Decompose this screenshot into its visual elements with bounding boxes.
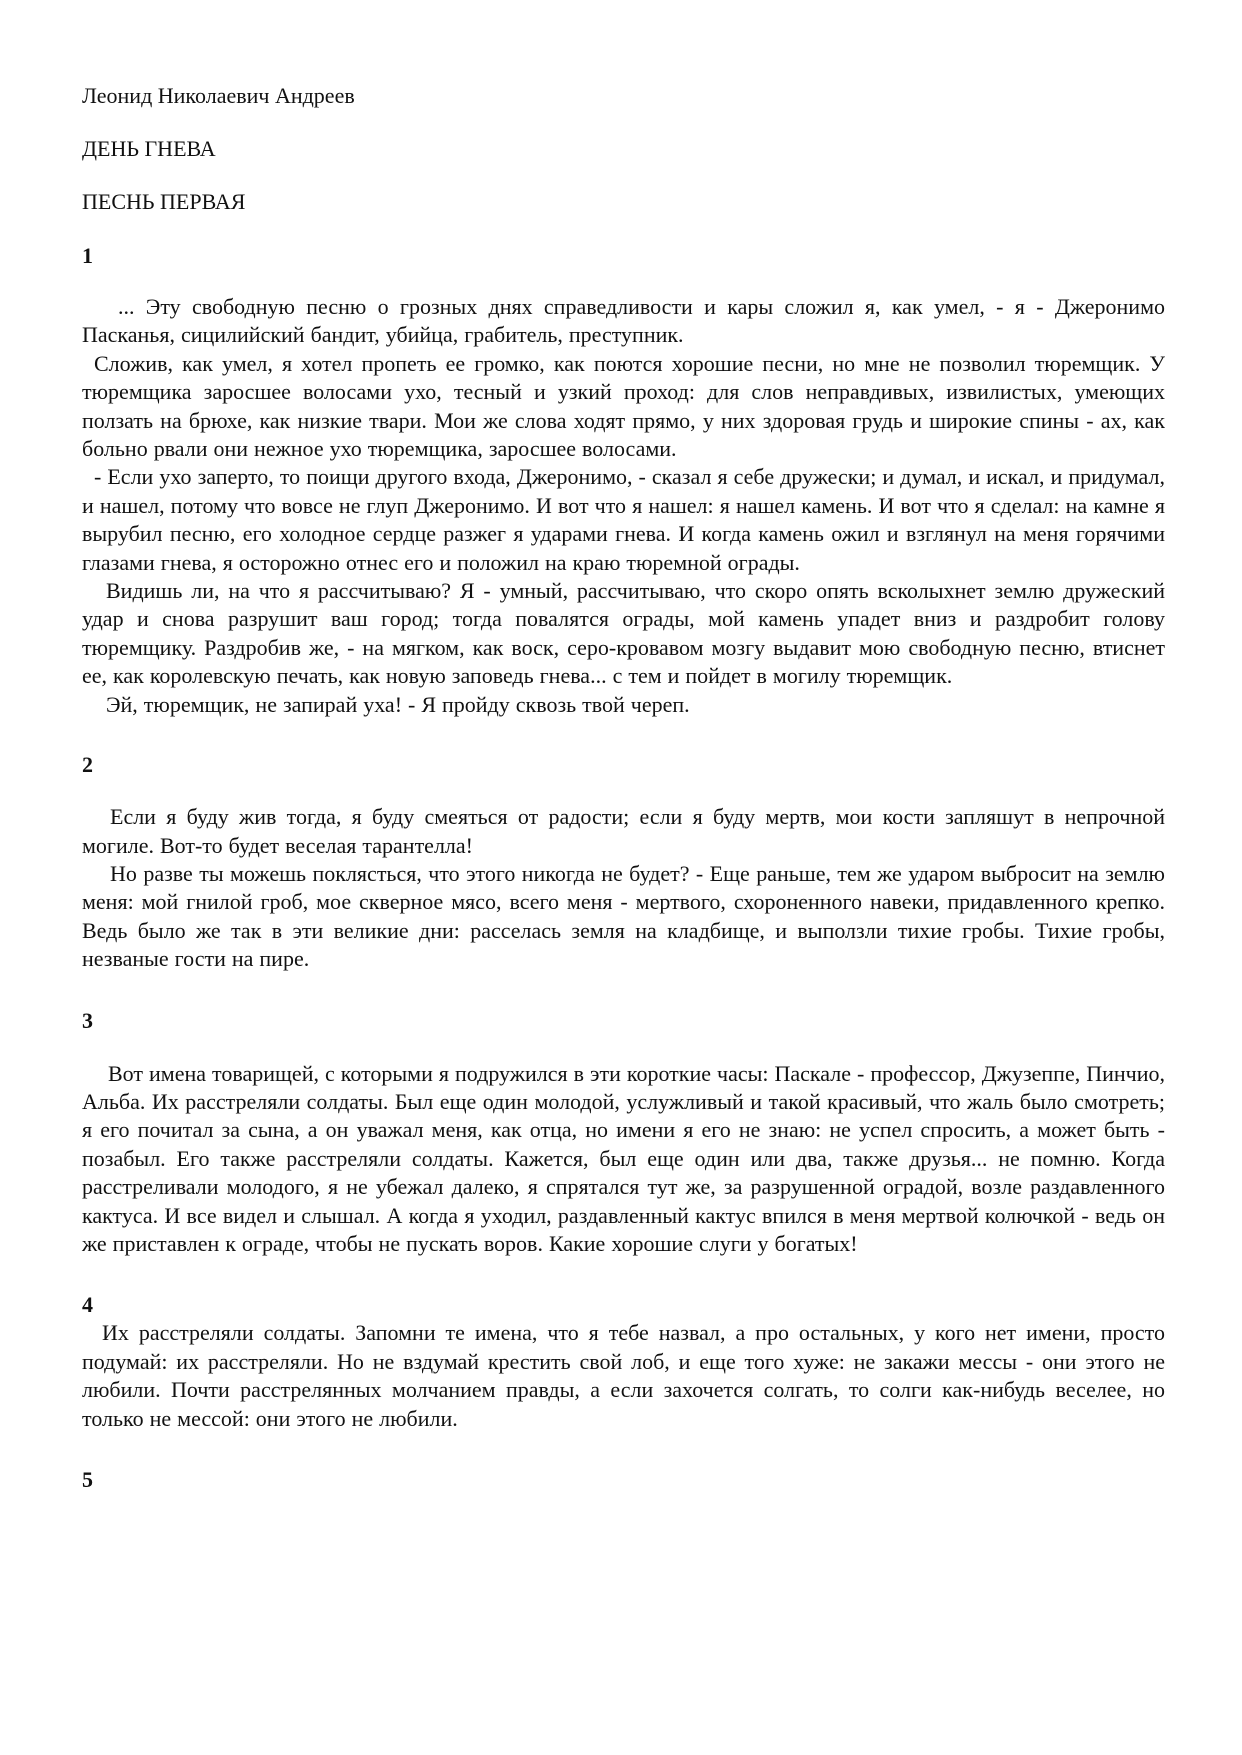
work-title: ДЕНЬ ГНЕВА — [82, 136, 216, 161]
paragraph: Но разве ты можешь поклясться, что этого никогда не будет? - Еще раньше, тем же ударом выбросит на землю меня: мой гнилой гроб, мое скверное мясо, всего меня - мертвого, схороненного навеки, придавленного крепко. Ведь было же так в эти великие дни: расселась земля на кладбище, и выползли тихие гробы. Тихие гробы, незваные гости на пире. — [82, 860, 1165, 972]
author-name: Леонид Николаевич Андреев — [82, 83, 355, 108]
section-number: 5 — [82, 1467, 93, 1492]
document-page — [82, 82, 1165, 1494]
paragraph: Эй, тюремщик, не запирай уха! - Я пройду сквозь твой череп. — [106, 691, 690, 717]
paragraph: Если я буду жив тогда, я буду смеяться от радости; если я буду мертв, мои кости запляшут в непрочной могиле. Вот-то будет веселая тарантелла! — [82, 804, 1165, 858]
part-title: ПЕСНЬ ПЕРВАЯ — [82, 189, 246, 214]
section-body — [82, 803, 1165, 973]
paragraph: Видишь ли, на что я рассчитываю? Я - умный, рассчитываю, что скоро опять всколыхнет землю дружеский удар и снова разрушит ваш город; тогда повалятся ограды, мой камень упадет вниз и раздробит голову тюремщику. Раздробив же, - на мягком, как воск, серо-кровавом мозгу выдавит мою свободную песню, втиснет ее, как королевскую печать, как новую заповедь гнева... с тем и пойдет в могилу тюремщик. — [82, 578, 1165, 689]
section-body — [82, 293, 1165, 719]
paragraph: Их расстреляли солдаты. Запомни те имена, что я тебе назвал, а про остальных, у кого нет имени, просто подумай: их расстреляли. Но не вздумай крестить свой лоб, и еще того хуже: не закажи мессы - они этого не любили. Почти расстрелянных молчанием правды, а если захочется солгать, то солги как-нибудь веселее, но только не мессой: они этого не любили. — [82, 1320, 1165, 1431]
section-number: 4 — [82, 1292, 93, 1318]
section-number: 3 — [82, 1007, 93, 1033]
paragraph: Вот имена товарищей, с которыми я подружился в эти короткие часы: Паскале - профессор, Джузеппе, Пинчио, Альба. Их расстреляли солдаты. Был еще один молодой, услужливый и такой красивый, что жаль было смотреть; я его почитал за сына, а он уважал меня, как отца, но имени я его не знаю: не успел спросить, а может быть - позабыл. Его также расстреляли солдаты. Кажется, был еще один или два, также друзья... не помню. Когда расстреливали молодого, я не убежал далеко, я спрятался тут же, за разрушенной оградой, возле раздавленного кактуса. И все видел и слышал. А когда я уходил, раздавленный кактус впился в меня мертвой колючкой - ведь он же приставлен к ограде, чтобы не пускать воров. Какие хорошие слуги у богатых! — [82, 1060, 1165, 1256]
section-body — [82, 1319, 1165, 1433]
paragraph: ... Эту свободную песню о грозных днях справедливости и кары сложил я, как умел, - я - Джеронимо Пасканья, сицилийский бандит, убийца, грабитель, преступник. — [82, 294, 1165, 348]
section-number: 2 — [82, 752, 93, 778]
section-body — [82, 1060, 1165, 1259]
paragraph: - Если ухо заперто, то поищи другого входа, Джеронимо, - сказал я себе дружески; и думал, и искал, и придумал, и нашел, потому что вовсе не глуп Джеронимо. И вот что я нашел: я нашел камень. И вот что я сделал: на камне я вырубил песню, его холодное сердце разжег я ударами гнева. И когда камень ожил и взглянул на меня горячими глазами гнева, я осторожно отнес его и положил на краю тюремной ограды. — [82, 464, 1165, 575]
section-number: 1 — [82, 243, 93, 268]
paragraph: Сложив, как умел, я хотел пропеть ее громко, как поются хорошие песни, но мне не позволил тюремщик. У тюремщика заросшее волосами ухо, тесный и узкий проход: для слов неправдивых, извилистых, умеющих ползать на брюхе, как низкие твари. Мои же слова ходят прямо, у них здоровая грудь и широкие спины - ах, как больно рвали они нежное ухо тюремщика, заросшее волосами. — [82, 350, 1165, 462]
